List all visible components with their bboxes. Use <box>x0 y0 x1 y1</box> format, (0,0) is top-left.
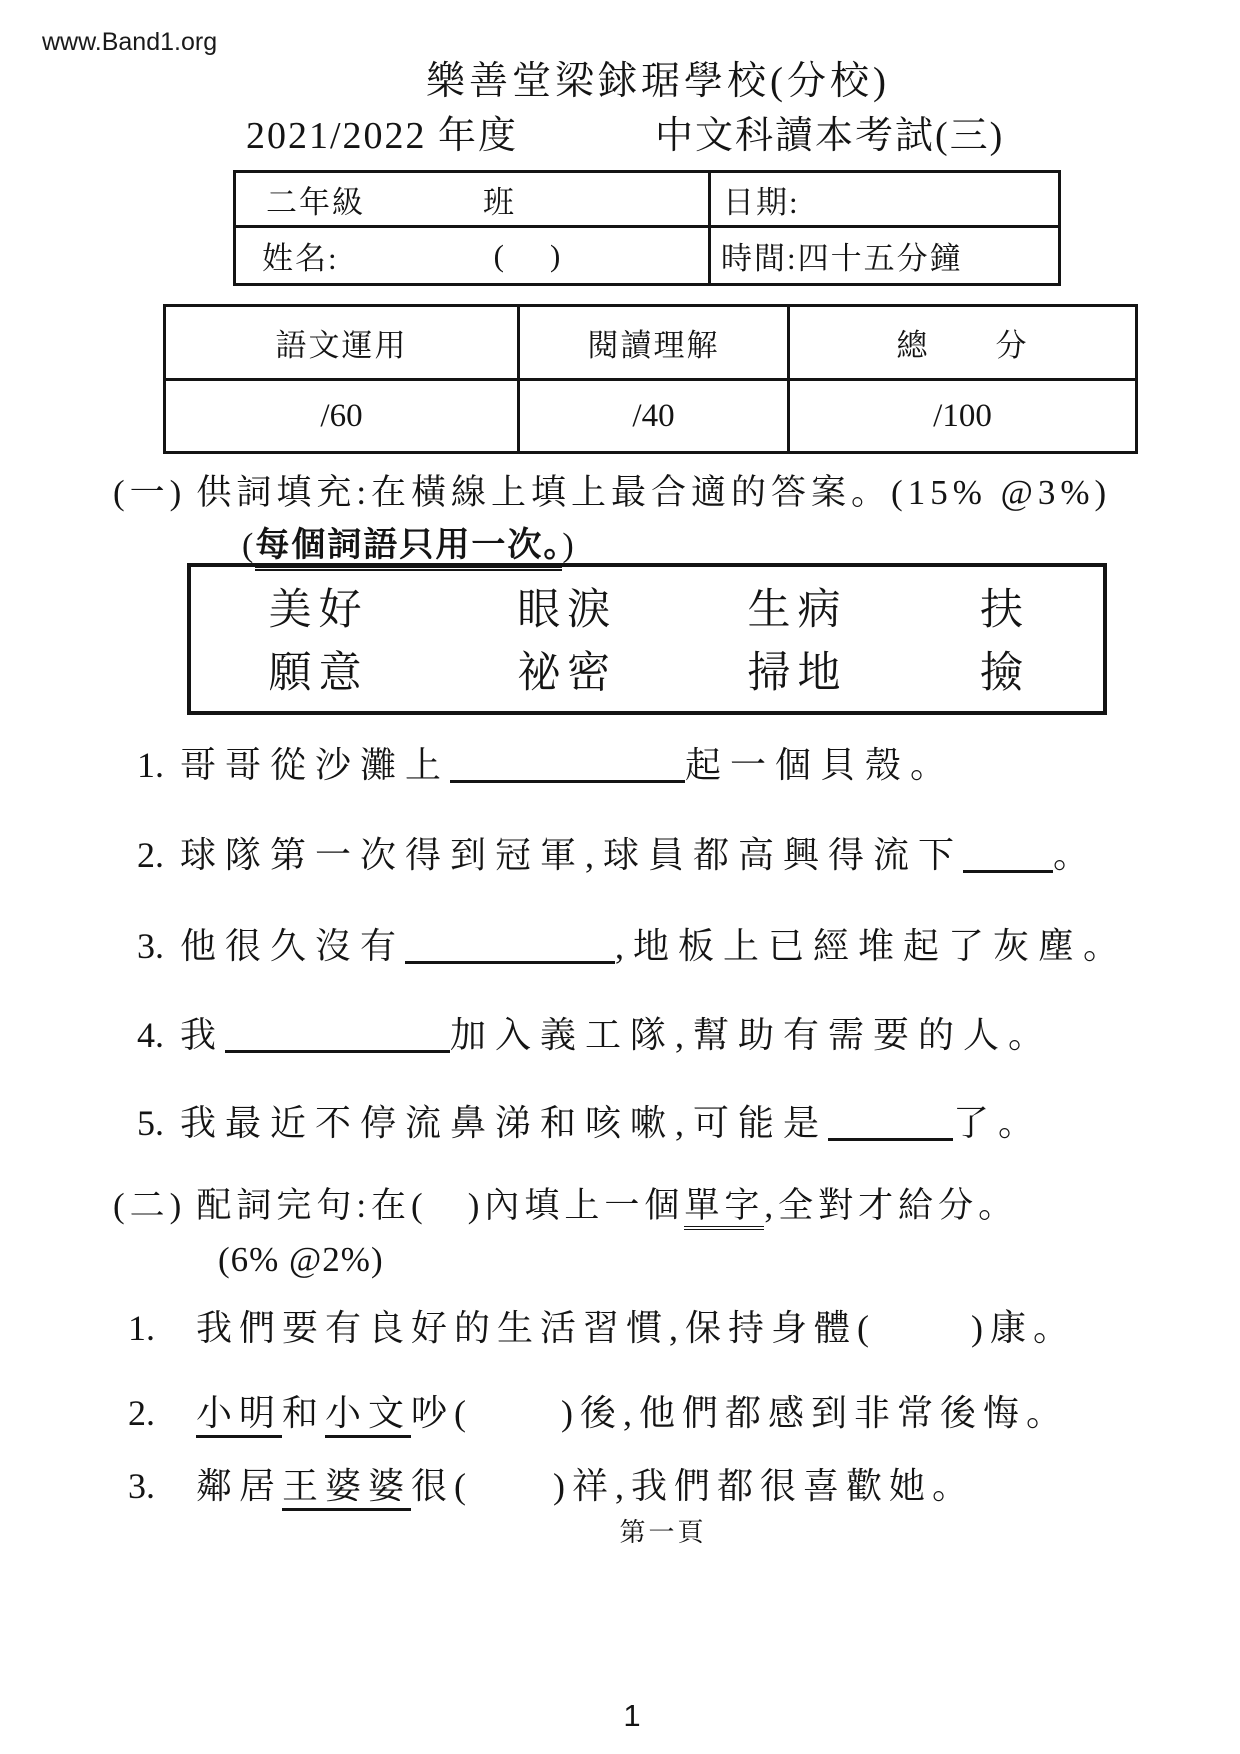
question-text-after: 起一個貝殼。 <box>685 745 956 785</box>
question-text-before: 哥哥從沙灘上 <box>180 745 451 785</box>
question-number: 2. <box>128 1393 155 1433</box>
answer-blank <box>828 1105 953 1141</box>
class-number-paren-close: ) <box>549 237 563 273</box>
instructions-after: ,全對才給分。 <box>764 1186 1019 1225</box>
question-text-after: )康。 <box>971 1308 1076 1348</box>
score-header-reading-comprehension: 閱讀理解 <box>520 307 790 381</box>
section1-question-3 <box>137 918 1128 969</box>
word-bank-item: 掃地 <box>747 650 848 697</box>
note-underlined-text: 每個詞語只用一次。 <box>255 527 562 571</box>
question-number: 1. <box>137 745 164 785</box>
time-value: 四十五分鐘 <box>797 241 963 276</box>
question-text-before: 我最近不停流鼻涕和咳嗽,可能是 <box>180 1103 829 1143</box>
word-bank-item: 願意 <box>268 650 369 697</box>
score-header-total: 總 分 <box>790 307 1135 381</box>
time-label: 時間: <box>721 241 798 276</box>
score-table <box>163 304 1138 454</box>
word-bank-item: 祕密 <box>517 650 618 697</box>
section1-instructions: 供詞填充:在橫線上填上最合適的答案。(15% @3%) <box>196 473 1112 512</box>
time-cell <box>711 228 1058 283</box>
school-year: 2021/2022 年度 <box>246 115 519 157</box>
date-cell <box>711 173 1058 228</box>
word-bank-item: 眼淚 <box>517 587 618 634</box>
watermark-url: www.Band1.org <box>42 28 218 56</box>
section2-number: (二) <box>113 1186 187 1225</box>
section1-heading <box>113 465 1111 515</box>
section2-question-3 <box>128 1458 975 1509</box>
date-label: 日期: <box>723 184 800 220</box>
answer-blank <box>225 1017 450 1053</box>
section1-question-2 <box>137 827 1098 878</box>
score-max-reading-comprehension: /40 <box>520 381 790 451</box>
name-cell <box>236 228 711 283</box>
word-bank-item: 撿 <box>979 650 1030 697</box>
page-footer-label: 第一頁 <box>619 1518 707 1547</box>
section1-question-4 <box>137 1007 1053 1058</box>
question-text-start: 鄰居 <box>196 1466 283 1506</box>
answer-blank <box>450 747 685 783</box>
question-number: 1. <box>128 1308 155 1348</box>
question-text-after: 。 <box>1053 835 1099 875</box>
word-bank-box <box>187 563 1107 715</box>
answer-blank <box>963 837 1053 873</box>
question-text-before: 他很久沒有 <box>180 926 406 966</box>
question-text-before: 球隊第一次得到冠軍,球員都高興得流下 <box>180 835 964 875</box>
question-number: 4. <box>137 1015 164 1055</box>
score-header-language-use: 語文運用 <box>166 307 520 381</box>
question-text-after: )後,他們都感到非常後悔。 <box>561 1393 1070 1433</box>
section1-question-5 <box>137 1095 1043 1146</box>
class-number-paren-open: ( <box>493 237 506 273</box>
score-max-language-use: /60 <box>166 381 520 451</box>
section2-marks: (6% @2%) <box>218 1240 384 1279</box>
question-number: 3. <box>137 926 164 966</box>
section1-number: (一) <box>113 473 187 512</box>
school-name: 樂善堂梁銶琚學校(分校) <box>426 60 890 103</box>
question-number: 5. <box>137 1103 164 1143</box>
question-text-after: 加入義工隊,幫助有需要的人。 <box>450 1015 1054 1055</box>
question-text-before: 吵( <box>411 1393 474 1433</box>
name-label: 姓名: <box>262 241 339 276</box>
word-bank-item: 美好 <box>268 587 369 634</box>
student-info-table <box>233 170 1061 286</box>
proper-name-underlined: 小文 <box>325 1393 411 1438</box>
proper-name-underlined: 小明 <box>196 1393 282 1438</box>
instructions-before: 配詞完句:在( )內填上一個 <box>196 1186 685 1225</box>
word-bank-item: 生病 <box>747 587 848 634</box>
question-text-before: 很( <box>411 1466 474 1506</box>
grade-label: 二年級 <box>266 184 365 220</box>
section2-instructions <box>196 1178 1018 1228</box>
section2-question-1 <box>128 1300 1076 1351</box>
question-text-before: 我們要有良好的生活習慣,保持身體( <box>196 1308 876 1348</box>
proper-name-underlined: 王婆婆 <box>282 1466 411 1511</box>
section2-heading <box>113 1178 1018 1228</box>
score-max-total: /100 <box>933 397 992 434</box>
question-text-after: ,地板上已經堆起了灰塵。 <box>615 926 1129 966</box>
word-bank-item: 扶 <box>979 587 1030 634</box>
exam-title: 中文科讀本考試(三) <box>655 115 1005 157</box>
question-number: 2. <box>137 835 164 875</box>
instructions-underlined-word: 單字 <box>684 1186 764 1230</box>
class-suffix-label: 班 <box>483 184 516 220</box>
answer-blank <box>405 928 615 964</box>
question-text-after: 了。 <box>953 1103 1044 1143</box>
grade-class-cell <box>236 173 711 228</box>
section1-note <box>242 517 576 566</box>
page-number: 1 <box>623 1698 641 1733</box>
question-text-before: 我 <box>180 1015 226 1055</box>
note-paren-close: ) <box>562 527 576 564</box>
section1-question-1 <box>137 737 955 788</box>
section2-question-2 <box>128 1385 1069 1436</box>
note-paren-open: ( <box>242 527 256 564</box>
question-text-after: )祥,我們都很喜歡她。 <box>553 1466 976 1506</box>
question-text-mid: 和 <box>282 1393 326 1433</box>
question-number: 3. <box>128 1466 155 1506</box>
